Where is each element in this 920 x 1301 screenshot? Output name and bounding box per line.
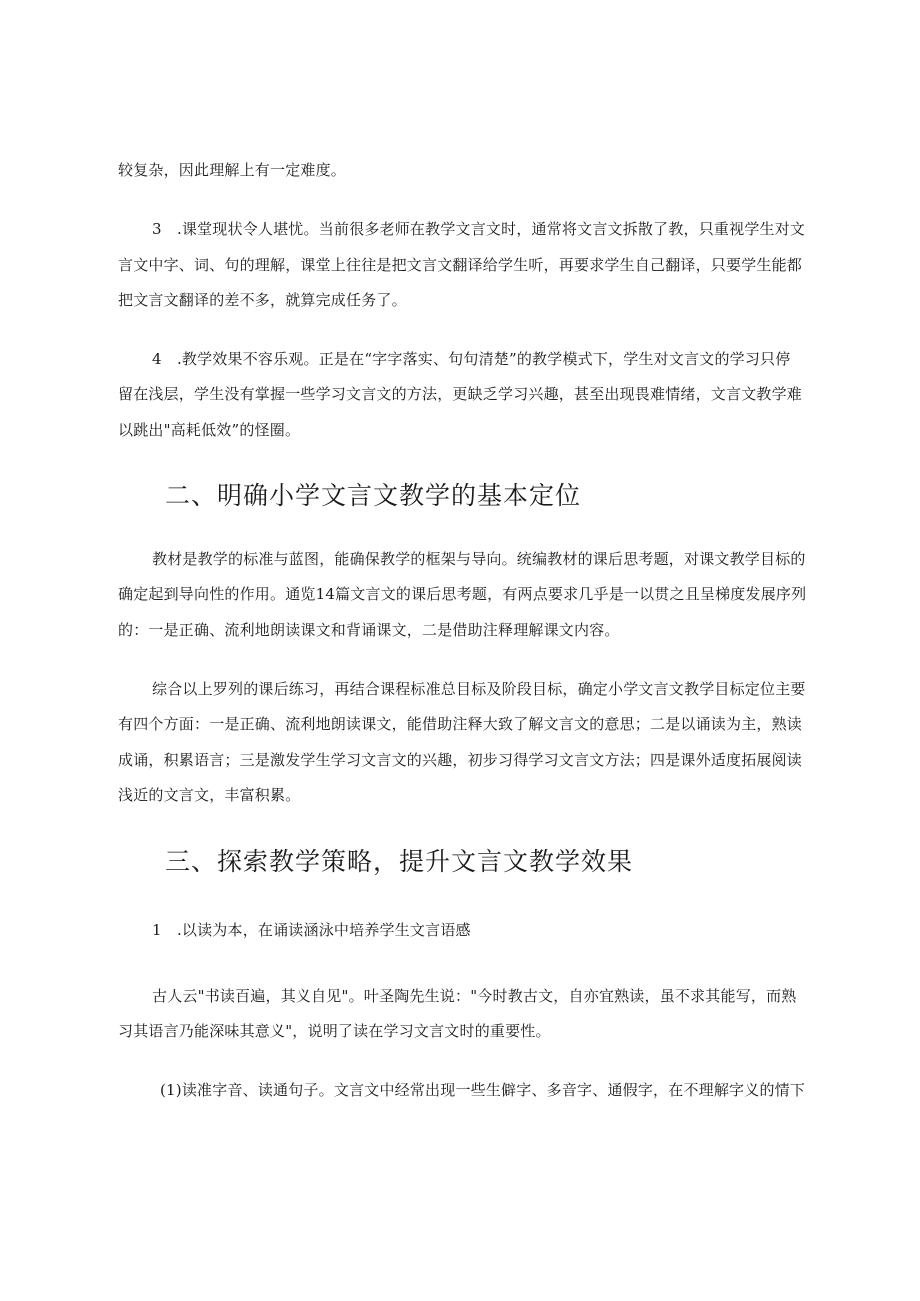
text-line: 1 .以读为本，在诵读涵泳中培养学生文言语感 bbox=[152, 921, 471, 939]
text-line: 确定起到导向性的作用。通览14篇文言文的课后思考题，有两点要求几乎是一以贯之且呈梯度发展序列 bbox=[118, 585, 807, 603]
text-line: 成诵，积累语言；三是激发学生学习文言文的兴趣，初步习得学习文言文方法；四是课外适度拓展阅读 bbox=[118, 751, 803, 769]
text-line: 有四个方面：一是正确、流利地朗读课文，能借助注释大致了解文言文的意思；二是以诵读为主，熟读 bbox=[118, 715, 803, 733]
text-line: 较复杂，因此理解上有一定难度。 bbox=[118, 161, 347, 179]
text-line: 4 .教学效果不容乐观。正是在“字字落实、句句清楚”的教学模式下，学生对文言文的学习只停 bbox=[152, 350, 791, 368]
section-heading: 二、明确小学文言文教学的基本定位 bbox=[165, 481, 582, 510]
text-line: 言文中字、词、句的理解，课堂上往往是把文言文翻译给学生听，再要求学生自己翻译，只要学生能都 bbox=[118, 256, 803, 274]
text-line: 把文言文翻译的差不多，就算完成任务了。 bbox=[118, 291, 407, 309]
text-line: 古人云"书读百遍，其义自见"。叶圣陶先生说："今时教古文，自亦宜熟读，虽不求其能写，而熟 bbox=[152, 987, 797, 1005]
text-line: (1)读准字音、读通句子。文言文中经常出现一些生僻字、多音字、通假字，在不理解字义的情下 bbox=[160, 1081, 806, 1099]
text-line: 以跳出"高耗低效”的怪圈。 bbox=[118, 421, 301, 439]
text-line: 的：一是正确、流利地朗读课文和背诵课文，二是借助注释理解课文内容。 bbox=[118, 621, 620, 639]
text-line: 浅近的文言文，丰富积累。 bbox=[118, 786, 301, 804]
text-line: 教材是教学的标准与蓝图，能确保教学的框架与导向。统编教材的课后思考题，对课文教学目标的 bbox=[152, 550, 806, 568]
text-line: 综合以上罗列的课后练习，再结合课程标准总目标及阶段目标，确定小学文言文教学目标定位主要 bbox=[152, 680, 806, 698]
text-line: 3 .课堂现状令人堪忧。当前很多老师在教学文言文时，通常将文言文拆散了教，只重视学生对文 bbox=[152, 220, 806, 238]
section-heading: 三、探索教学策略，提升文言文教学效果 bbox=[165, 847, 634, 876]
text-line: 习其语言乃能深味其意义"，说明了读在学习文言文时的重要性。 bbox=[118, 1022, 551, 1040]
text-line: 留在浅层，学生没有掌握一些学习文言文的方法，更缺乏学习兴趣，甚至出现畏难情绪，文言文教学难 bbox=[118, 385, 803, 403]
